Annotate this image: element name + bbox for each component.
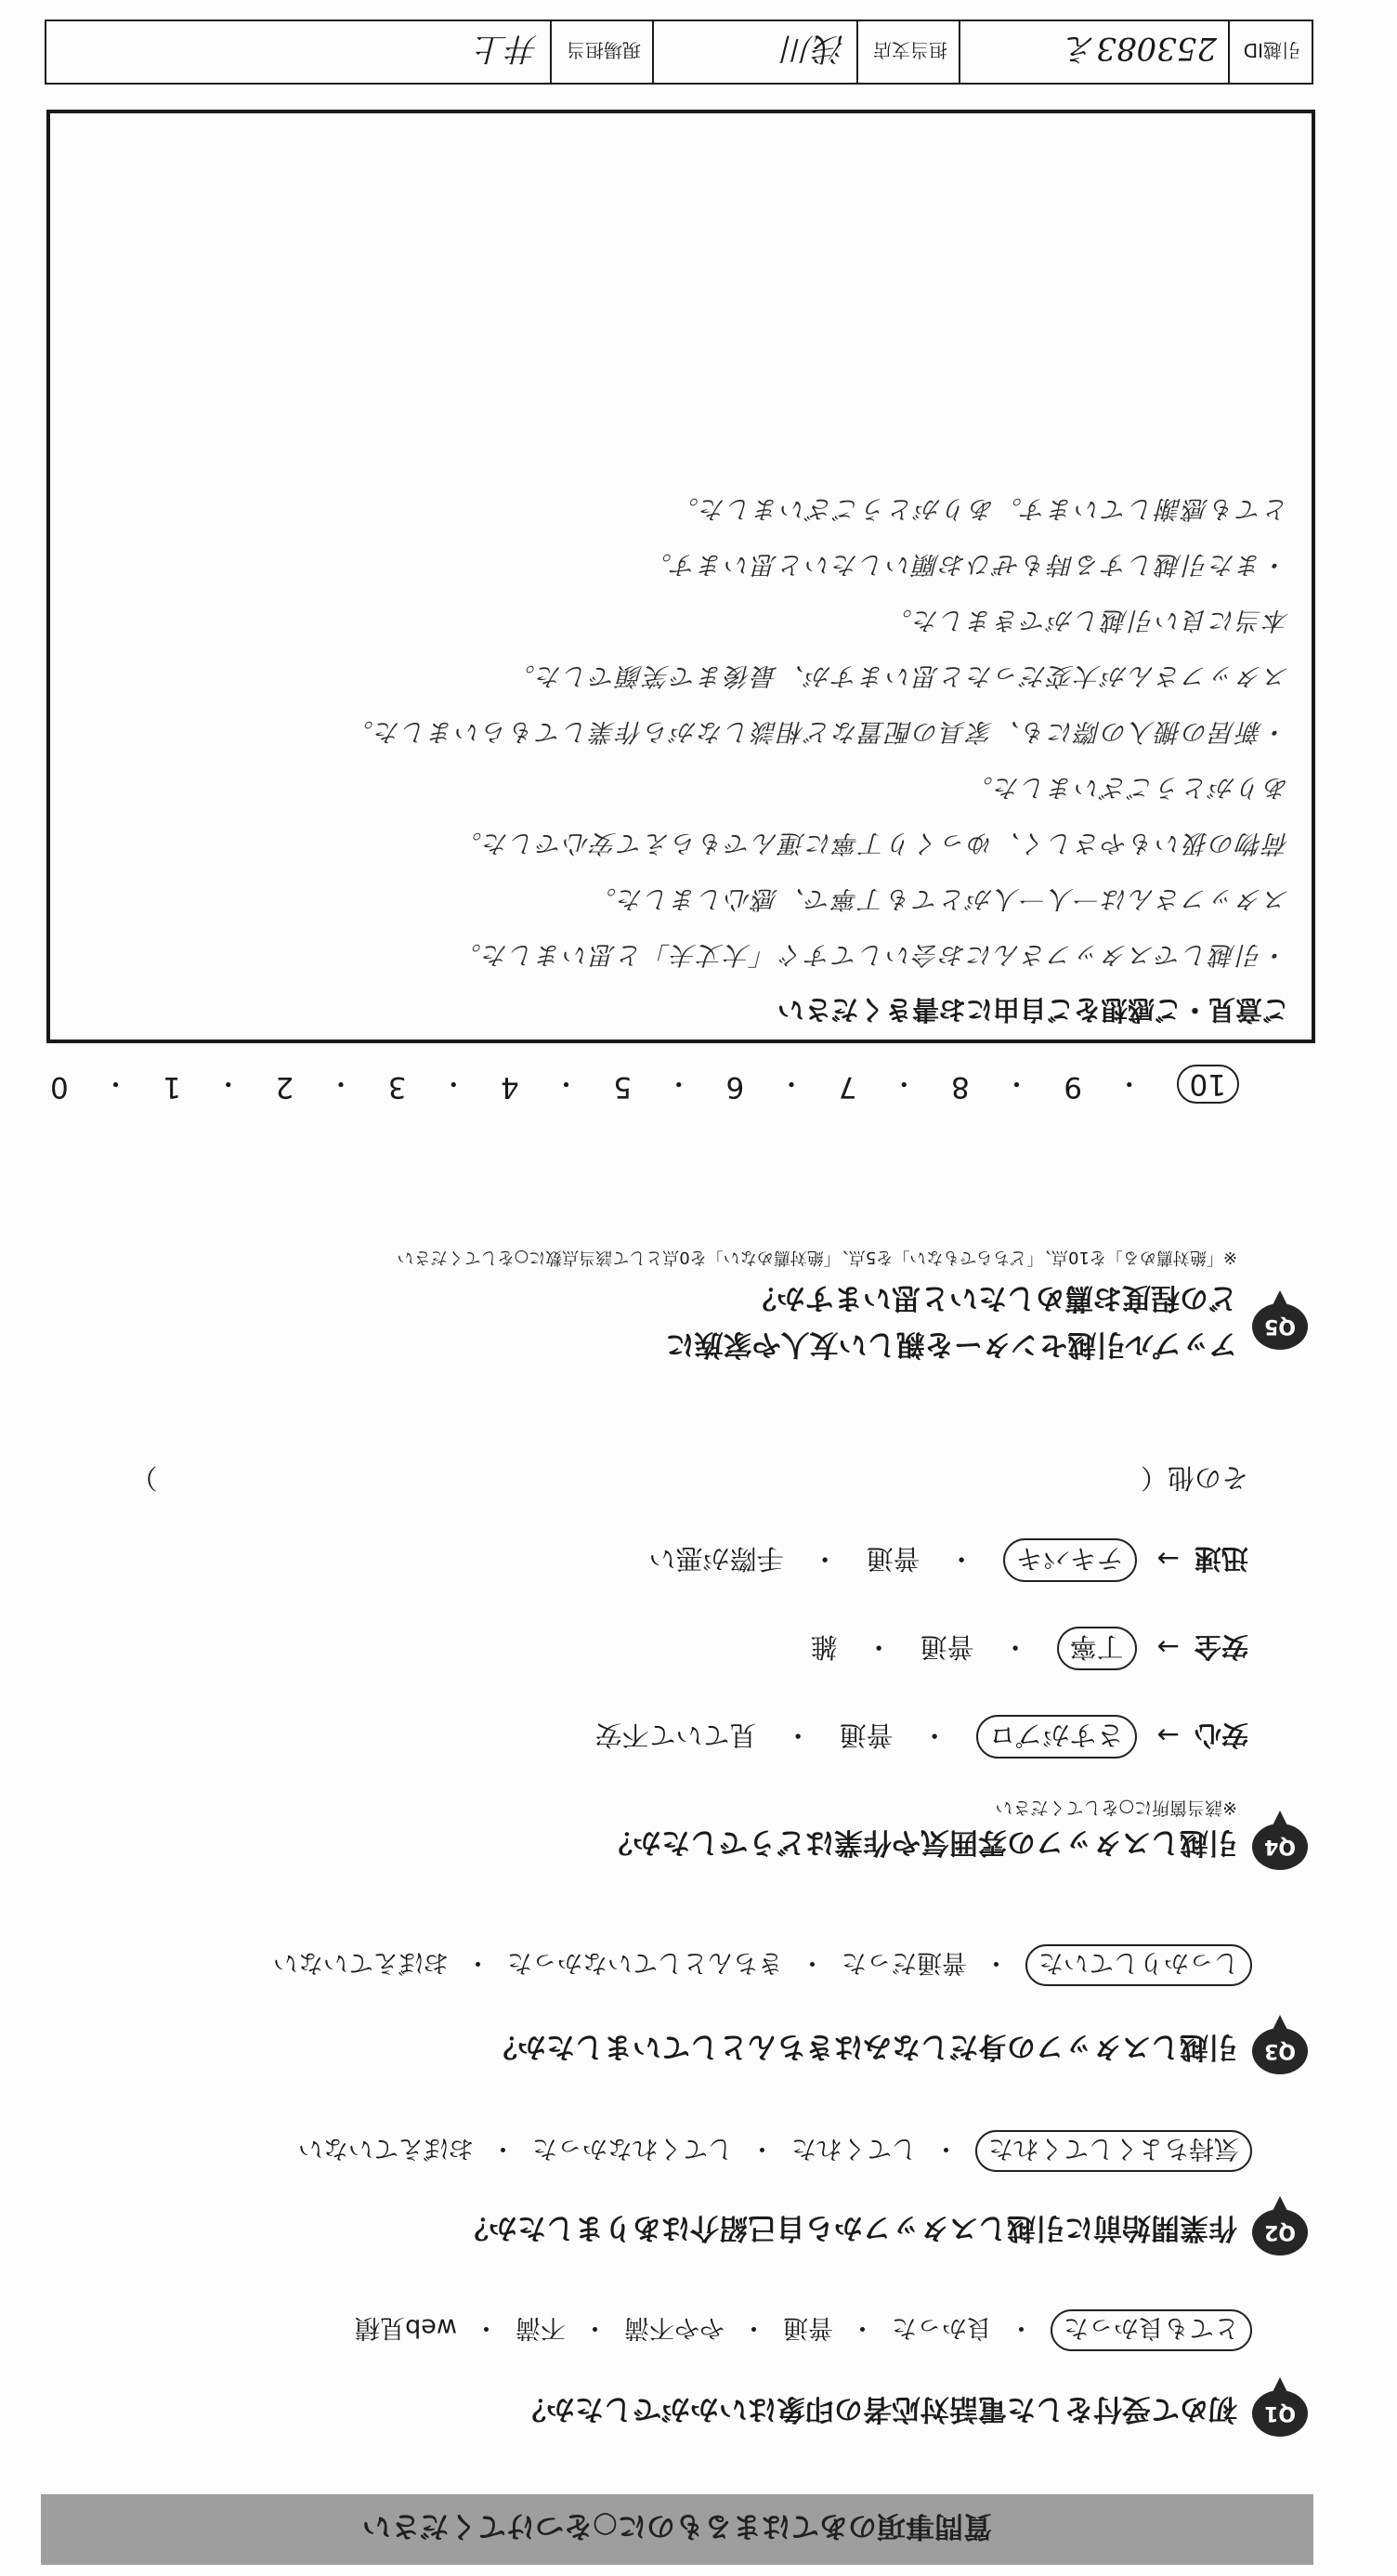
q5-badge: Q5: [1252, 1303, 1308, 1350]
q1-options: とても良かった・良かった・普通・やや不満・不満・web見積: [355, 2309, 1252, 2351]
q4-row3-option-3[interactable]: 手際が悪い: [648, 1543, 784, 1575]
owner-value: 井上: [476, 30, 539, 68]
score-10[interactable]: 10: [1177, 1065, 1239, 1104]
q1-option-4[interactable]: やや不満: [624, 2313, 725, 2342]
score-5[interactable]: 5: [613, 1070, 633, 1104]
score-8[interactable]: 8: [951, 1070, 970, 1104]
comment-line: スタッフさんは一人一人がとても丁寧で、感心しました。: [589, 884, 1289, 913]
arrow-right-icon: →: [1156, 1631, 1180, 1663]
q3-option-3[interactable]: きちんとしていなかった: [507, 1948, 783, 1977]
comment-line: 本当に良い引越しができました。: [885, 606, 1289, 634]
q3-option-1[interactable]: しっかりしていた: [1025, 1944, 1252, 1986]
score-4[interactable]: 4: [501, 1070, 519, 1104]
id-value: 253083え: [959, 21, 1228, 83]
q4-row2-option-3[interactable]: 雑: [810, 1631, 838, 1663]
q1-title: 初めて受付をした電話対応者の印象はいかがでしたか？: [517, 2392, 1237, 2426]
q1-option-2[interactable]: 良かった: [892, 2313, 992, 2342]
instruction-bar: [41, 2494, 1313, 2565]
q4-badge: Q4: [1252, 1824, 1308, 1870]
id-label: 引越ID: [1228, 21, 1312, 83]
comment-line: ・また引越しする時もぜひお願いしたいと思います。: [645, 550, 1289, 579]
footer-table: [45, 20, 1313, 85]
q3-option-4[interactable]: おぼえていない: [273, 1948, 449, 1977]
q3-title: 引越しスタッフの身だしなみはきちんとしていましたか？: [489, 2030, 1237, 2063]
comment-line: ・新居の搬入の際にも、家具の配置など相談しながら作業してもらいました。: [346, 717, 1289, 746]
q1-option-3[interactable]: 普通: [783, 2313, 833, 2342]
comment-title: ご意見・ご感想をご自由にお書きください: [777, 994, 1289, 1026]
q2-option-1[interactable]: 気持ちよくしてくれた: [975, 2130, 1252, 2172]
q4-row-label: 安心: [1194, 1720, 1248, 1751]
score-7[interactable]: 7: [838, 1070, 857, 1104]
q2-option-3[interactable]: してくれなかった: [532, 2134, 733, 2163]
q4-row-jinsoku: 迅速→テキパキ・普通・手際が悪い: [649, 1538, 1248, 1582]
q4-row1-option-2[interactable]: 普通: [839, 1720, 894, 1751]
q4-other: [97, 1460, 1248, 1498]
arrow-right-icon: →: [1156, 1720, 1180, 1751]
score-3[interactable]: 3: [387, 1070, 407, 1104]
arrow-right-icon: →: [1156, 1543, 1180, 1575]
q4-row-anzen: 安全→丁寧・普通・雑: [811, 1627, 1248, 1670]
q4-title: 引越しスタッフの雰囲気や作業はどうでしたか？: [604, 1825, 1237, 1859]
comment-line: ・引越しでスタッフさんにお会いしてすぐ「大丈夫」と思いました。: [454, 940, 1289, 969]
q3-options: しっかりしていた・普通だった・きちんとしていなかった・おぼえていない: [273, 1944, 1252, 1986]
q4-note: ※該当箇所に○をしてください: [995, 1798, 1237, 1818]
q3-option-2[interactable]: 普通だった: [842, 1948, 967, 1977]
comment-line: スタッフさんが大変だったと思いますが、最後まで笑顔でした。: [508, 661, 1289, 690]
q5-title-line2: どの程度お薦めしたいと思いますか？: [748, 1281, 1237, 1314]
q3-badge: Q3: [1252, 2028, 1308, 2074]
q1-badge: Q1: [1252, 2390, 1308, 2437]
q4-row3-option-2[interactable]: 普通: [866, 1543, 920, 1575]
comment-box[interactable]: [46, 110, 1315, 1043]
q2-badge: Q2: [1252, 2209, 1308, 2256]
branch-value: 浅川: [652, 21, 856, 83]
q1-option-5[interactable]: 不満: [516, 2313, 566, 2342]
score-2[interactable]: 2: [275, 1070, 294, 1104]
q5-title-line1: アップル引越センターを親しい友人や家族に: [665, 1327, 1237, 1361]
q4-row3-option-1[interactable]: テキパキ: [1003, 1538, 1137, 1582]
score-0[interactable]: 0: [50, 1070, 69, 1104]
survey-sheet: [32, 0, 1323, 2576]
q5-note: ※「絶対薦める」を10点、「どちらでもない」を5点、「絶対薦めない」を0点として該当点数に○をしてください: [397, 1248, 1237, 1267]
comment-handwriting: [69, 480, 1289, 982]
q4-row-anshin: 安心→さすがプロ・普通・見ていて不安: [595, 1715, 1248, 1759]
q2-options: 気持ちよくしてくれた・してくれた・してくれなかった・おぼえていない: [298, 2130, 1252, 2172]
score-9[interactable]: 9: [1064, 1070, 1083, 1104]
q4-row-label: 安全: [1194, 1631, 1248, 1663]
q4-other-label: その他（: [1140, 1462, 1248, 1494]
q1-option-6[interactable]: web見積: [355, 2313, 457, 2342]
instruction-text: 質問事項のあてはまるものに○をつけてください: [361, 2509, 993, 2543]
q4-row2-option-1[interactable]: 丁寧: [1057, 1627, 1137, 1670]
score-6[interactable]: 6: [725, 1070, 745, 1104]
q2-option-2[interactable]: してくれた: [791, 2134, 917, 2163]
score-1[interactable]: 1: [163, 1070, 182, 1104]
q2-option-4[interactable]: おぼえていない: [298, 2134, 474, 2163]
comment-line: ありがとうございました。: [966, 773, 1289, 802]
q4-row-label: 迅速: [1194, 1543, 1248, 1575]
q4-row1-option-3[interactable]: 見ていて不安: [594, 1720, 757, 1751]
q2-title: 作業開始前に引越しスタッフから自己紹介はありましたか？: [460, 2211, 1237, 2244]
branch-label: 担当支店: [856, 21, 959, 83]
comment-line: 荷物の扱いもやさしく、ゆっくり丁寧に運んでもらえて安心でした。: [454, 829, 1289, 857]
q4-row2-option-2[interactable]: 普通: [920, 1631, 974, 1663]
comment-line: とても感謝しています。ありがとうございました。: [672, 494, 1289, 523]
owner-label: 現場担当: [550, 21, 652, 83]
q5-score-scale: 10 ・ 9 ・ 8 ・ 7 ・ 6 ・ 5 ・ 4 ・ 3 ・ 2 ・ 1 ・ 0: [50, 1065, 1239, 1104]
q4-row1-option-1[interactable]: さすがプロ: [976, 1715, 1137, 1759]
q1-option-1[interactable]: とても良かった: [1051, 2309, 1252, 2351]
q4-other-close: ）: [130, 1462, 158, 1494]
